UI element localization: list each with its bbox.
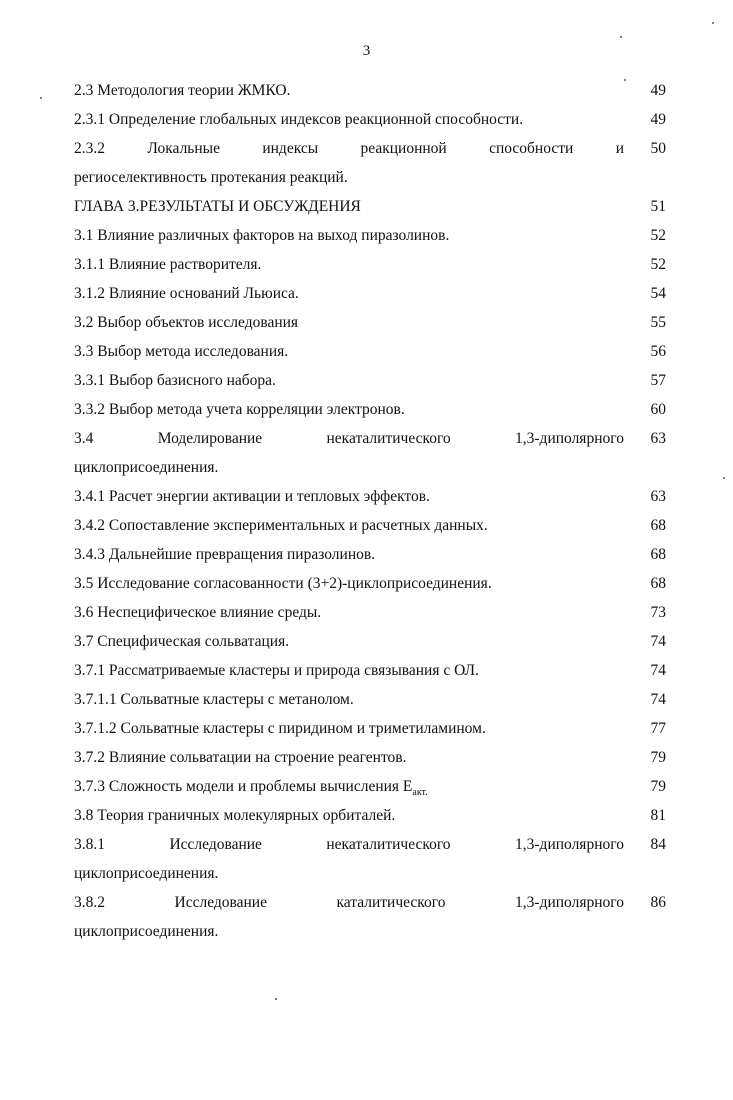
toc-entry	[74, 250, 666, 279]
toc-entry-line	[74, 772, 624, 801]
toc-page-number: 50	[650, 140, 666, 157]
toc-page-number: 52	[650, 227, 666, 244]
toc-entry-line	[74, 743, 624, 772]
toc-entry	[74, 569, 666, 598]
toc-page-number: 74	[650, 662, 666, 679]
toc-entry	[74, 424, 666, 482]
toc-entry-text: 3.3.2 Выбор метода учета корреляции электронов.	[74, 401, 405, 418]
toc-entry-text: 3.7.1.1 Сольватные кластеры с метанолом.	[74, 691, 354, 708]
toc-entry-line	[74, 134, 624, 163]
toc-entry-text: 1,3-диполярного	[515, 894, 624, 911]
toc-entry-line	[74, 163, 624, 192]
toc-entry-text: 3.8 Теория граничных молекулярных орбиталей.	[74, 807, 396, 824]
toc-entry	[74, 714, 666, 743]
toc-entry-line	[74, 859, 624, 888]
toc-entry-text: 3.2 Выбор объектов исследования	[74, 314, 299, 331]
toc-entry-text: 1,3-диполярного	[515, 836, 624, 853]
toc-page-number: 63	[650, 430, 666, 447]
toc-page-number: 77	[650, 720, 666, 737]
toc-entry-text: циклоприсоединения.	[74, 865, 219, 882]
toc-page-number: 52	[650, 256, 666, 273]
toc-entry	[74, 598, 666, 627]
toc-entry-text: 3.7.2 Влияние сольватации на строение реагентов.	[74, 749, 407, 766]
toc-entry	[74, 540, 666, 569]
toc-entry	[74, 511, 666, 540]
scan-speck	[723, 477, 725, 479]
toc-page-number: 81	[650, 807, 666, 824]
toc-page-number: 60	[650, 401, 666, 418]
table-of-contents	[74, 76, 666, 946]
toc-entry	[74, 888, 666, 946]
toc-entry-text: индексы	[262, 140, 319, 157]
toc-entry-line	[74, 453, 624, 482]
toc-entry-line	[74, 917, 624, 946]
toc-entry-line	[74, 424, 624, 453]
toc-entry-line	[74, 598, 624, 627]
toc-entry-text: 3.6 Неспецифическое влияние среды.	[74, 604, 322, 621]
toc-entry-line	[74, 250, 624, 279]
toc-entry-text: 3.8.2	[74, 894, 105, 911]
toc-entry-text: 3.4.3 Дальнейшие превращения пиразолинов.	[74, 546, 376, 563]
toc-entry	[74, 366, 666, 395]
scan-speck	[275, 998, 277, 1000]
toc-entry-line	[74, 656, 624, 685]
toc-entry-text: 2.3.2	[74, 140, 105, 157]
toc-entry-line	[74, 192, 624, 221]
toc-entry	[74, 685, 666, 714]
toc-entry-text: 3.3.1 Выбор базисного набора.	[74, 372, 276, 389]
toc-entry-line	[74, 279, 624, 308]
toc-entry-line	[74, 105, 624, 134]
toc-entry-line	[74, 540, 624, 569]
scan-speck	[624, 79, 626, 81]
toc-page-number: 68	[650, 575, 666, 592]
toc-page-number: 54	[650, 285, 666, 302]
toc-entry	[74, 308, 666, 337]
toc-entry-text: каталитического	[336, 894, 446, 911]
toc-entry	[74, 627, 666, 656]
toc-entry-text: 3.4	[74, 430, 94, 447]
toc-page-number: 55	[650, 314, 666, 331]
toc-entry	[74, 134, 666, 192]
toc-page-number: 86	[650, 894, 666, 911]
toc-entry-text: 3.7.1 Рассматриваемые кластеры и природа связывания с ОЛ.	[74, 662, 479, 679]
toc-entry-line	[74, 685, 624, 714]
toc-entry	[74, 105, 666, 134]
toc-entry-line	[74, 569, 624, 598]
toc-entry-text: 3.7.1.2 Сольватные кластеры с пиридином и триметиламином.	[74, 720, 486, 737]
toc-entry-line	[74, 627, 624, 656]
toc-entry-text: 3.1.2 Влияние оснований Льюиса.	[74, 285, 299, 302]
toc-entry-text: реакционной	[360, 140, 447, 157]
toc-entry	[74, 743, 666, 772]
toc-page-number: 84	[650, 836, 666, 853]
toc-page-number: 51	[650, 198, 666, 215]
toc-entry-text: 3.1.1 Влияние растворителя.	[74, 256, 262, 273]
toc-page-number: 49	[650, 82, 666, 99]
toc-entry-text: 2.3.1 Определение глобальных индексов реакционной способности.	[74, 111, 524, 128]
toc-entry-text: 1,3-диполярного	[515, 430, 624, 447]
scan-speck	[40, 97, 42, 99]
toc-entry-text: 3.7.3 Сложность модели и проблемы вычисления $Е_{акт.}$	[74, 778, 428, 799]
toc-entry-text: циклоприсоединения.	[74, 459, 219, 476]
toc-entry-text: некаталитического	[326, 430, 451, 447]
toc-entry-line	[74, 337, 624, 366]
page-number: 3	[362, 43, 371, 59]
toc-entry-text: Локальные	[147, 140, 220, 157]
toc-page-number: 56	[650, 343, 666, 360]
toc-entry	[74, 76, 666, 105]
toc-entry-line	[74, 482, 624, 511]
toc-entry-text: 3.4.1 Расчет энергии активации и тепловых эффектов.	[74, 488, 430, 505]
toc-entry-text: и	[615, 140, 624, 157]
toc-entry-text: циклоприсоединения.	[74, 923, 219, 940]
toc-entry-line	[74, 308, 624, 337]
toc-entry	[74, 221, 666, 250]
toc-entry-line	[74, 395, 624, 424]
toc-entry	[74, 395, 666, 424]
toc-page-number: 63	[650, 488, 666, 505]
toc-page-number: 49	[650, 111, 666, 128]
toc-entry-text: некаталитического	[326, 836, 451, 853]
toc-entry-text: способности	[489, 140, 574, 157]
toc-page-number: 68	[650, 517, 666, 534]
toc-entry-text: 3.8.1	[74, 836, 105, 853]
toc-entry-line	[74, 221, 624, 250]
toc-entry	[74, 656, 666, 685]
toc-entry-line	[74, 830, 624, 859]
toc-entry-text: 3.7 Специфическая сольватация.	[74, 633, 290, 650]
toc-entry-text: 3.4.2 Сопоставление экспериментальных и расчетных данных.	[74, 517, 488, 534]
toc-entry-text: 2.3 Методология теории ЖМКО.	[74, 82, 291, 99]
toc-page-number: 74	[650, 691, 666, 708]
scan-speck	[712, 22, 714, 24]
toc-page-number: 79	[650, 778, 666, 795]
toc-entry-text: ГЛАВА 3.РЕЗУЛЬТАТЫ И ОБСУЖДЕНИЯ	[74, 198, 361, 215]
toc-entry-text: 3.3 Выбор метода исследования.	[74, 343, 289, 360]
toc-entry-subscript: акт.	[412, 787, 428, 799]
toc-page-number: 79	[650, 749, 666, 766]
toc-entry	[74, 801, 666, 830]
scan-speck	[620, 36, 622, 38]
toc-entry-line	[74, 888, 624, 917]
toc-entry-text: Исследование	[169, 836, 262, 853]
toc-entry-line	[74, 511, 624, 540]
toc-entry-line	[74, 714, 624, 743]
toc-entry-line	[74, 366, 624, 395]
toc-entry-text: Исследование	[174, 894, 267, 911]
toc-entry	[74, 482, 666, 511]
toc-entry	[74, 192, 666, 221]
toc-entry	[74, 772, 666, 801]
toc-entry-text: региоселективность протекания реакций.	[74, 169, 348, 186]
toc-entry-text: 3.1 Влияние различных факторов на выход пиразолинов.	[74, 227, 450, 244]
toc-entry-text: Моделирование	[157, 430, 263, 447]
toc-entry	[74, 337, 666, 366]
toc-entry	[74, 279, 666, 308]
toc-page-number: 57	[650, 372, 666, 389]
toc-page-number: 74	[650, 633, 666, 650]
toc-page-number: 68	[650, 546, 666, 563]
toc-entry-line	[74, 801, 624, 830]
toc-entry-line	[74, 76, 624, 105]
toc-entry-text: 3.5 Исследование согласованности (3+2)-циклоприсоединения.	[74, 575, 492, 592]
toc-page-number: 73	[650, 604, 666, 621]
toc-entry	[74, 830, 666, 888]
